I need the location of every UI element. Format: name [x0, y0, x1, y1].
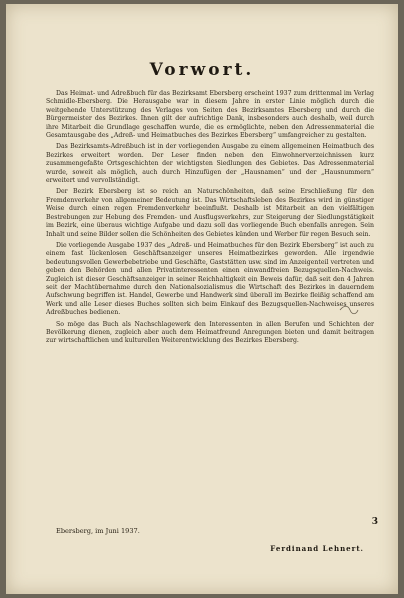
signature: Ferdinand Lehnert.: [270, 544, 364, 553]
page-title: Vorwort.: [149, 60, 255, 80]
paragraph: Das Heimat- und Adreßbuch für das Bezirksamt Ebersberg erscheint 1937 zum drittenmal im Verlag Schmidle-Ebersberg. Die Herausgabe war in diesem Jahre in erster Linie möglich durch die weitgehende Unterstützung des Verlages von Seiten des Bezirksamtes Ebersberg und durch die Bürgermeister des Bezirkes. Ihnen gilt der aufrichtige Dank, insbesonders auch deshalb, weil durch ihre Mitarbeit die Grundlage geschaffen wurde, die es ermöglichte, neben den Adressenmaterial die Gesamtausgabe des „Adreß- und Heimatbuches des Bezirkes Ebersberg“ umfangreicher zu gestalten.: [46, 90, 374, 140]
paragraph: So möge das Buch als Nachschlagewerk den Interessenten in allen Berufen und Schichten der Bevölkerung dienen, zugleich aber auch dem Heimatfreund Anregungen bieten und damit beitragen zur wirtschaftlichen und kulturellen Weiterentwicklung des Bezirkes Ebersberg.: [46, 320, 374, 345]
paragraph: Das Bezirksamts-Adreßbuch ist in der vorliegenden Ausgabe zu einem allgemeinen Heimatbuch des Bezirkes erweitert worden. Der Leser finden neben den Einwohnerverzeichnissen kurz zusammengefaßte Ortsgeschichten der wichtigsten Siedlungen des Gebietes. Das Adressenmaterial wurde, soweit als möglich, auch durch Hinzufügen der „Hausnamen“ und der „Hausnummern“ erweitert und vervollständigt.: [46, 143, 374, 185]
place-date: Ebersberg, im Juni 1937.: [56, 527, 140, 535]
paragraph: Die vorliegende Ausgabe 1937 des „Adreß- und Heimatbuches für den Bezirk Ebersberg“ ist auch zu einem fast lückenlosen Geschäftsanzeiger unseres Heimatbezirkes geworden. Alle irgendwie bedeutungsvollen Gewerbebetriebe und Geschäfte, Gaststätten usw. sind im Anzeigenteil vertreten und geben den Behörden und allen Privatinteressenten einen einwandfreien Bezugsquellen-Nachweis. Zugleich ist dieser Geschäftsanzeiger in seiner Reichhaltigkeit ein Beweis dafür, daß seit den 4 Jahren seit der Machtübernahme durch den Nationalsozialismus die Wirtschaft des Bezirkes in dauerndem Aufschwung begriffen ist. Handel, Gewerbe und Handwerk sind überall im Bezirke fleißig schaffend am Werk und alle Leser dieses Buches sollten sich beim Einkauf des Bezugsquellen-Nachweises unseres Adreßbuches bedienen.: [46, 241, 374, 317]
foreword-body: [46, 90, 374, 349]
paragraph: Der Bezirk Ebersberg ist so reich an Naturschönheiten, daß seine Erschließung für den Fremdenverkehr von allgemeiner Bedeutung ist. Das Wirtschaftsleben des Bezirkes wird in günstiger Weise durch einen regen Fremdenverkehr beeinflußt. Deshalb ist Mitarbeit an den vielfältigen Bestrebungen zur Hebung des Fremden- und Ausflugsverkehrs, zur Steigerung der Siedlungstätigkeit im Bezirk, eine überaus wichtige Aufgabe und dazu soll das vorliegende Buch ebenfalls anregen. Sein Inhalt und seine Bilder sollen die Schönheiten des Gebietes künden und Werber für regen Besuch sein.: [46, 188, 374, 238]
document-page: [6, 4, 398, 594]
page-number: 3: [371, 517, 378, 527]
pencil-mark-icon: [338, 304, 360, 316]
